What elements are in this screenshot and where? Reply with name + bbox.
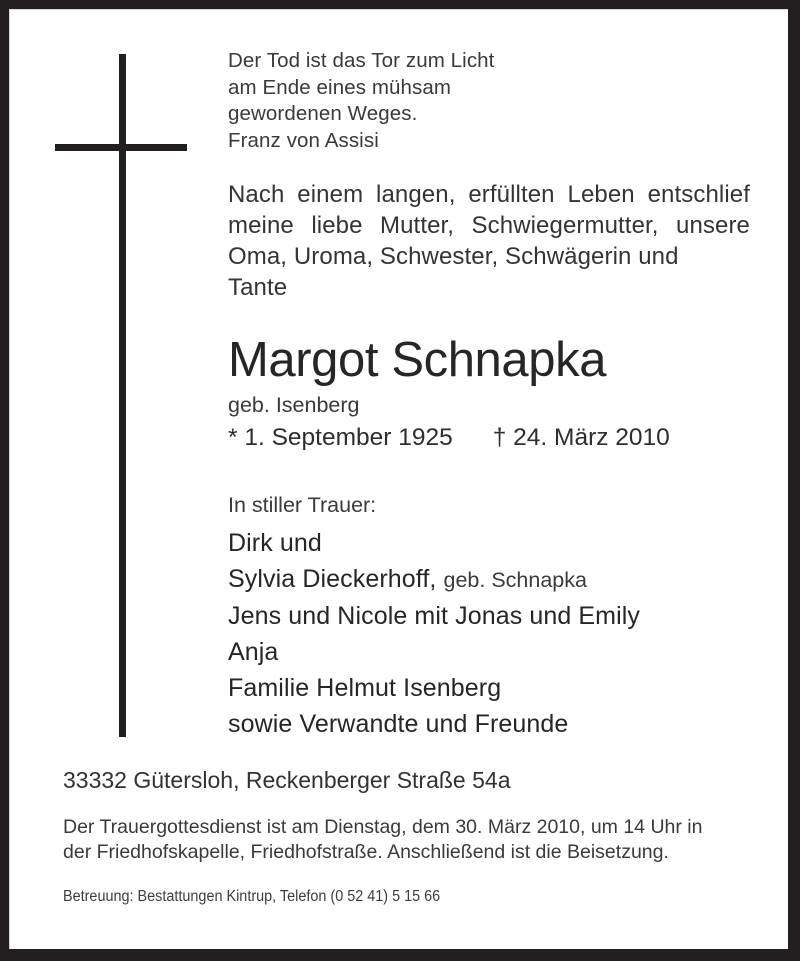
address-line: 33332 Gütersloh, Reckenberger Straße 54a <box>63 767 511 793</box>
deceased-maiden-name: geb. Isenberg <box>228 393 360 417</box>
mourner-name: Sylvia Dieckerhoff, <box>228 565 437 593</box>
life-dates <box>228 423 750 453</box>
death-date: † 24. März 2010 <box>492 424 670 451</box>
mourner-name: Dirk und <box>228 529 322 557</box>
announcement-text: Nach einem langen, erfüllten Leben entschlief meine liebe Mutter, Schwiegermutter, unsere Oma, Uroma, Schwester, Schwägerin und <box>228 181 750 270</box>
notice-footer <box>63 765 753 907</box>
quote-line-1: Der Tod ist das Tor zum Licht <box>228 49 495 72</box>
deceased-name: Margot Schnapka <box>228 333 607 387</box>
service-details <box>63 815 753 865</box>
list-item <box>228 634 750 670</box>
mourners-list <box>228 525 750 742</box>
service-line-2: der Friedhofskapelle, Friedhofstraße. Anschließend ist die Beisetzung. <box>63 841 669 863</box>
announcement-last-word: Tante <box>228 274 288 301</box>
cross-vertical-bar <box>119 54 126 737</box>
mourner-maiden-name: geb. Schnapka <box>443 568 587 592</box>
quote-attribution: Franz von Assisi <box>228 128 379 152</box>
cross-horizontal-bar <box>55 144 187 151</box>
christian-cross-icon <box>10 10 210 750</box>
notice-paper <box>9 9 788 949</box>
service-line-1: Der Trauergottesdienst ist am Dienstag, dem 30. März 2010, um 14 Uhr in <box>63 816 703 838</box>
mourner-name: sowie Verwandte und Freunde <box>228 710 569 738</box>
announcement-paragraph <box>228 179 750 303</box>
list-item <box>228 598 750 634</box>
quote-line-3: gewordenen Weges. <box>228 102 418 125</box>
list-item <box>228 706 750 742</box>
mourners-heading: In stiller Trauer: <box>228 493 377 517</box>
mourner-name: Familie Helmut Isenberg <box>228 674 502 702</box>
birth-date: * 1. September 1925 <box>228 424 453 451</box>
list-item <box>228 561 750 598</box>
epitaph-quote <box>228 48 750 154</box>
mourner-name: Anja <box>228 638 279 666</box>
funeral-provider-line: Betreuung: Bestattungen Kintrup, Telefon (0 52 41) 5 15 66 <box>63 888 441 905</box>
list-item <box>228 525 750 561</box>
mourner-name: Jens und Nicole mit Jonas und Emily <box>228 602 641 630</box>
notice-content <box>228 48 750 742</box>
list-item <box>228 670 750 706</box>
quote-line-2: am Ende eines mühsam <box>228 75 452 99</box>
